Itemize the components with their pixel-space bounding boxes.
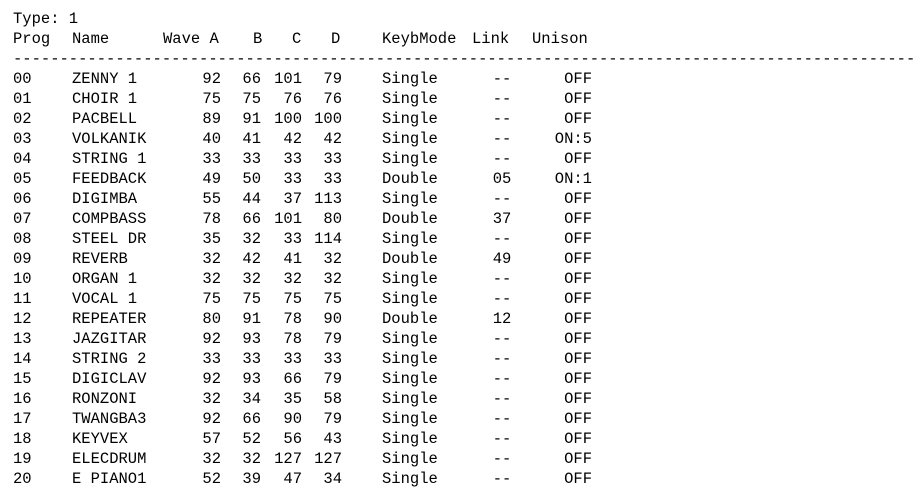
- cell-c: 76: [283, 90, 302, 108]
- cell-b: 33: [242, 150, 261, 168]
- header-row: [0, 29, 608, 49]
- cell-link: 49: [492, 250, 512, 268]
- cell-name: ZENNY 1: [72, 70, 138, 88]
- cell-d: 100: [314, 110, 342, 128]
- cell-keybmode: Single: [382, 230, 438, 248]
- cell-wave-a: 92: [202, 370, 221, 388]
- cell-wave-a: 80: [202, 310, 221, 328]
- header-wave-a: Wave A: [163, 30, 219, 48]
- cell-keybmode: Single: [382, 330, 438, 348]
- cell-c: 78: [283, 310, 302, 328]
- table-row: [0, 109, 608, 129]
- cell-link: --: [492, 410, 512, 428]
- table-row: [0, 249, 608, 269]
- cell-wave-a: 52: [202, 470, 221, 488]
- cell-d: 79: [323, 70, 342, 88]
- cell-prog: 19: [13, 450, 32, 468]
- table-row: [0, 349, 608, 369]
- cell-c: 42: [283, 130, 302, 148]
- cell-keybmode: Single: [382, 150, 438, 168]
- header-c: C: [292, 30, 302, 48]
- cell-d: 79: [323, 330, 342, 348]
- cell-d: 79: [323, 370, 342, 388]
- cell-name: VOLKANIK: [72, 130, 147, 148]
- cell-link: --: [492, 150, 512, 168]
- cell-c: 66: [283, 370, 302, 388]
- cell-wave-a: 92: [202, 410, 221, 428]
- cell-b: 93: [242, 370, 261, 388]
- cell-wave-a: 35: [202, 230, 221, 248]
- cell-name: E PIANO1: [72, 470, 147, 488]
- cell-prog: 07: [13, 210, 32, 228]
- table-row: [0, 89, 608, 109]
- cell-keybmode: Single: [382, 470, 438, 488]
- cell-link: --: [492, 450, 512, 468]
- cell-b: 66: [242, 410, 261, 428]
- header-b: B: [253, 30, 263, 48]
- cell-keybmode: Single: [382, 430, 438, 448]
- table-row: [0, 329, 608, 349]
- cell-link: --: [492, 350, 512, 368]
- cell-d: 75: [323, 290, 342, 308]
- cell-name: DIGICLAV: [72, 370, 147, 388]
- cell-keybmode: Single: [382, 270, 438, 288]
- cell-unison: OFF: [564, 450, 592, 468]
- cell-wave-a: 33: [202, 150, 221, 168]
- cell-b: 33: [242, 350, 261, 368]
- cell-b: 75: [242, 290, 261, 308]
- header-divider: -------------------------------------------------------------------------------------------------: [13, 50, 915, 68]
- cell-name: STRING 2: [72, 350, 147, 368]
- cell-link: --: [492, 430, 512, 448]
- cell-d: 42: [323, 130, 342, 148]
- cell-name: COMPBASS: [72, 210, 147, 228]
- table-row: [0, 209, 608, 229]
- cell-prog: 06: [13, 190, 32, 208]
- cell-wave-a: 75: [202, 90, 221, 108]
- cell-link: --: [492, 230, 512, 248]
- cell-link: --: [492, 70, 512, 88]
- cell-b: 32: [242, 270, 261, 288]
- table-row: [0, 409, 608, 429]
- cell-link: --: [492, 290, 512, 308]
- cell-keybmode: Single: [382, 450, 438, 468]
- header-keybmode: KeybMode: [382, 30, 457, 48]
- table-row: [0, 189, 608, 209]
- cell-c: 32: [283, 270, 302, 288]
- table-row: [0, 429, 608, 449]
- cell-prog: 14: [13, 350, 32, 368]
- cell-wave-a: 75: [202, 290, 221, 308]
- cell-keybmode: Double: [382, 170, 438, 188]
- table-row: [0, 309, 608, 329]
- cell-wave-a: 32: [202, 270, 221, 288]
- cell-link: --: [492, 130, 512, 148]
- cell-unison: OFF: [564, 150, 592, 168]
- cell-link: 12: [492, 310, 512, 328]
- cell-prog: 05: [13, 170, 32, 188]
- cell-c: 78: [283, 330, 302, 348]
- cell-c: 33: [283, 150, 302, 168]
- cell-link: --: [492, 110, 512, 128]
- cell-name: REVERB: [72, 250, 128, 268]
- cell-prog: 11: [13, 290, 32, 308]
- cell-keybmode: Single: [382, 110, 438, 128]
- cell-keybmode: Single: [382, 70, 438, 88]
- cell-prog: 09: [13, 250, 32, 268]
- cell-b: 91: [242, 310, 261, 328]
- table-row: [0, 469, 608, 489]
- cell-d: 79: [323, 410, 342, 428]
- cell-name: STRING 1: [72, 150, 147, 168]
- cell-prog: 08: [13, 230, 32, 248]
- cell-d: 33: [323, 150, 342, 168]
- cell-keybmode: Double: [382, 310, 438, 328]
- cell-c: 101: [274, 70, 302, 88]
- cell-c: 35: [283, 390, 302, 408]
- table-row: [0, 289, 608, 309]
- cell-keybmode: Single: [382, 370, 438, 388]
- cell-link: --: [492, 190, 512, 208]
- cell-unison: OFF: [564, 430, 592, 448]
- cell-prog: 13: [13, 330, 32, 348]
- cell-unison: ON:1: [554, 170, 592, 188]
- cell-unison: OFF: [564, 350, 592, 368]
- cell-name: JAZGITAR: [72, 330, 147, 348]
- cell-unison: OFF: [564, 370, 592, 388]
- cell-link: --: [492, 270, 512, 288]
- cell-unison: OFF: [564, 90, 592, 108]
- cell-d: 76: [323, 90, 342, 108]
- cell-d: 33: [323, 170, 342, 188]
- cell-unison: OFF: [564, 110, 592, 128]
- cell-prog: 04: [13, 150, 32, 168]
- cell-link: 05: [492, 170, 512, 188]
- cell-b: 32: [242, 450, 261, 468]
- cell-b: 66: [242, 210, 261, 228]
- cell-c: 101: [274, 210, 302, 228]
- table-row: [0, 69, 608, 89]
- cell-wave-a: 40: [202, 130, 221, 148]
- header-prog: Prog: [13, 30, 51, 48]
- cell-b: 39: [242, 470, 261, 488]
- table-row: [0, 149, 608, 169]
- cell-b: 34: [242, 390, 261, 408]
- header-name: Name: [72, 30, 110, 48]
- cell-unison: OFF: [564, 210, 592, 228]
- cell-keybmode: Double: [382, 250, 438, 268]
- cell-b: 32: [242, 230, 261, 248]
- cell-b: 50: [242, 170, 261, 188]
- cell-prog: 15: [13, 370, 32, 388]
- table-row: [0, 449, 608, 469]
- cell-unison: OFF: [564, 290, 592, 308]
- cell-wave-a: 32: [202, 250, 221, 268]
- cell-c: 33: [283, 230, 302, 248]
- cell-b: 42: [242, 250, 261, 268]
- cell-c: 127: [274, 450, 302, 468]
- cell-wave-a: 49: [202, 170, 221, 188]
- cell-c: 47: [283, 470, 302, 488]
- cell-b: 93: [242, 330, 261, 348]
- cell-wave-a: 55: [202, 190, 221, 208]
- cell-name: PACBELL: [72, 110, 138, 128]
- cell-prog: 17: [13, 410, 32, 428]
- cell-d: 80: [323, 210, 342, 228]
- cell-unison: OFF: [564, 230, 592, 248]
- cell-b: 91: [242, 110, 261, 128]
- cell-d: 43: [323, 430, 342, 448]
- cell-b: 75: [242, 90, 261, 108]
- cell-unison: OFF: [564, 270, 592, 288]
- cell-prog: 02: [13, 110, 32, 128]
- cell-prog: 00: [13, 70, 32, 88]
- cell-unison: OFF: [564, 250, 592, 268]
- cell-prog: 18: [13, 430, 32, 448]
- cell-d: 58: [323, 390, 342, 408]
- cell-name: KEYVEX: [72, 430, 128, 448]
- cell-unison: OFF: [564, 190, 592, 208]
- cell-d: 90: [323, 310, 342, 328]
- cell-prog: 10: [13, 270, 32, 288]
- cell-b: 66: [242, 70, 261, 88]
- cell-keybmode: Single: [382, 290, 438, 308]
- cell-wave-a: 32: [202, 450, 221, 468]
- cell-prog: 16: [13, 390, 32, 408]
- cell-c: 90: [283, 410, 302, 428]
- cell-name: ELECDRUM: [72, 450, 147, 468]
- header-d: D: [331, 30, 341, 48]
- cell-c: 100: [274, 110, 302, 128]
- cell-d: 127: [314, 450, 342, 468]
- cell-c: 33: [283, 350, 302, 368]
- table-row: [0, 369, 608, 389]
- cell-c: 33: [283, 170, 302, 188]
- cell-b: 52: [242, 430, 261, 448]
- cell-keybmode: Single: [382, 410, 438, 428]
- cell-d: 114: [314, 230, 342, 248]
- type-line-row: [0, 9, 608, 29]
- cell-unison: OFF: [564, 330, 592, 348]
- cell-prog: 01: [13, 90, 32, 108]
- cell-name: FEEDBACK: [72, 170, 147, 188]
- cell-prog: 20: [13, 470, 32, 488]
- cell-unison: OFF: [564, 310, 592, 328]
- cell-wave-a: 57: [202, 430, 221, 448]
- type-label: Type: 1: [13, 10, 79, 28]
- cell-link: --: [492, 390, 512, 408]
- cell-d: 32: [323, 270, 342, 288]
- cell-name: RONZONI: [72, 390, 138, 408]
- cell-c: 41: [283, 250, 302, 268]
- cell-name: DIGIMBA: [72, 190, 138, 208]
- cell-wave-a: 92: [202, 330, 221, 348]
- cell-wave-a: 33: [202, 350, 221, 368]
- cell-keybmode: Single: [382, 390, 438, 408]
- table-row: [0, 269, 608, 289]
- cell-link: --: [492, 90, 512, 108]
- cell-c: 37: [283, 190, 302, 208]
- cell-prog: 03: [13, 130, 32, 148]
- cell-keybmode: Double: [382, 210, 438, 228]
- cell-link: --: [492, 370, 512, 388]
- cell-prog: 12: [13, 310, 32, 328]
- header-unison: Unison: [532, 30, 588, 48]
- cell-keybmode: Single: [382, 130, 438, 148]
- cell-wave-a: 92: [202, 70, 221, 88]
- table-row: [0, 129, 608, 149]
- cell-name: TWANGBA3: [72, 410, 147, 428]
- cell-name: CHOIR 1: [72, 90, 138, 108]
- cell-d: 113: [314, 190, 342, 208]
- cell-wave-a: 78: [202, 210, 221, 228]
- cell-wave-a: 89: [202, 110, 221, 128]
- cell-d: 33: [323, 350, 342, 368]
- table-row: [0, 389, 608, 409]
- cell-c: 75: [283, 290, 302, 308]
- table-row: [0, 229, 608, 249]
- cell-wave-a: 32: [202, 390, 221, 408]
- cell-b: 44: [242, 190, 261, 208]
- cell-d: 32: [323, 250, 342, 268]
- cell-unison: OFF: [564, 410, 592, 428]
- header-link: Link: [472, 30, 510, 48]
- cell-name: STEEL DR: [72, 230, 147, 248]
- cell-name: REPEATER: [72, 310, 147, 328]
- cell-unison: OFF: [564, 70, 592, 88]
- cell-link: 37: [492, 210, 512, 228]
- cell-unison: ON:5: [554, 130, 592, 148]
- cell-name: ORGAN 1: [72, 270, 138, 288]
- cell-c: 56: [283, 430, 302, 448]
- cell-b: 41: [242, 130, 261, 148]
- cell-keybmode: Single: [382, 190, 438, 208]
- cell-keybmode: Single: [382, 90, 438, 108]
- cell-name: VOCAL 1: [72, 290, 138, 308]
- cell-link: --: [492, 330, 512, 348]
- cell-d: 34: [323, 470, 342, 488]
- table-row: [0, 169, 608, 189]
- cell-unison: OFF: [564, 390, 592, 408]
- cell-link: --: [492, 470, 512, 488]
- cell-unison: OFF: [564, 470, 592, 488]
- cell-keybmode: Single: [382, 350, 438, 368]
